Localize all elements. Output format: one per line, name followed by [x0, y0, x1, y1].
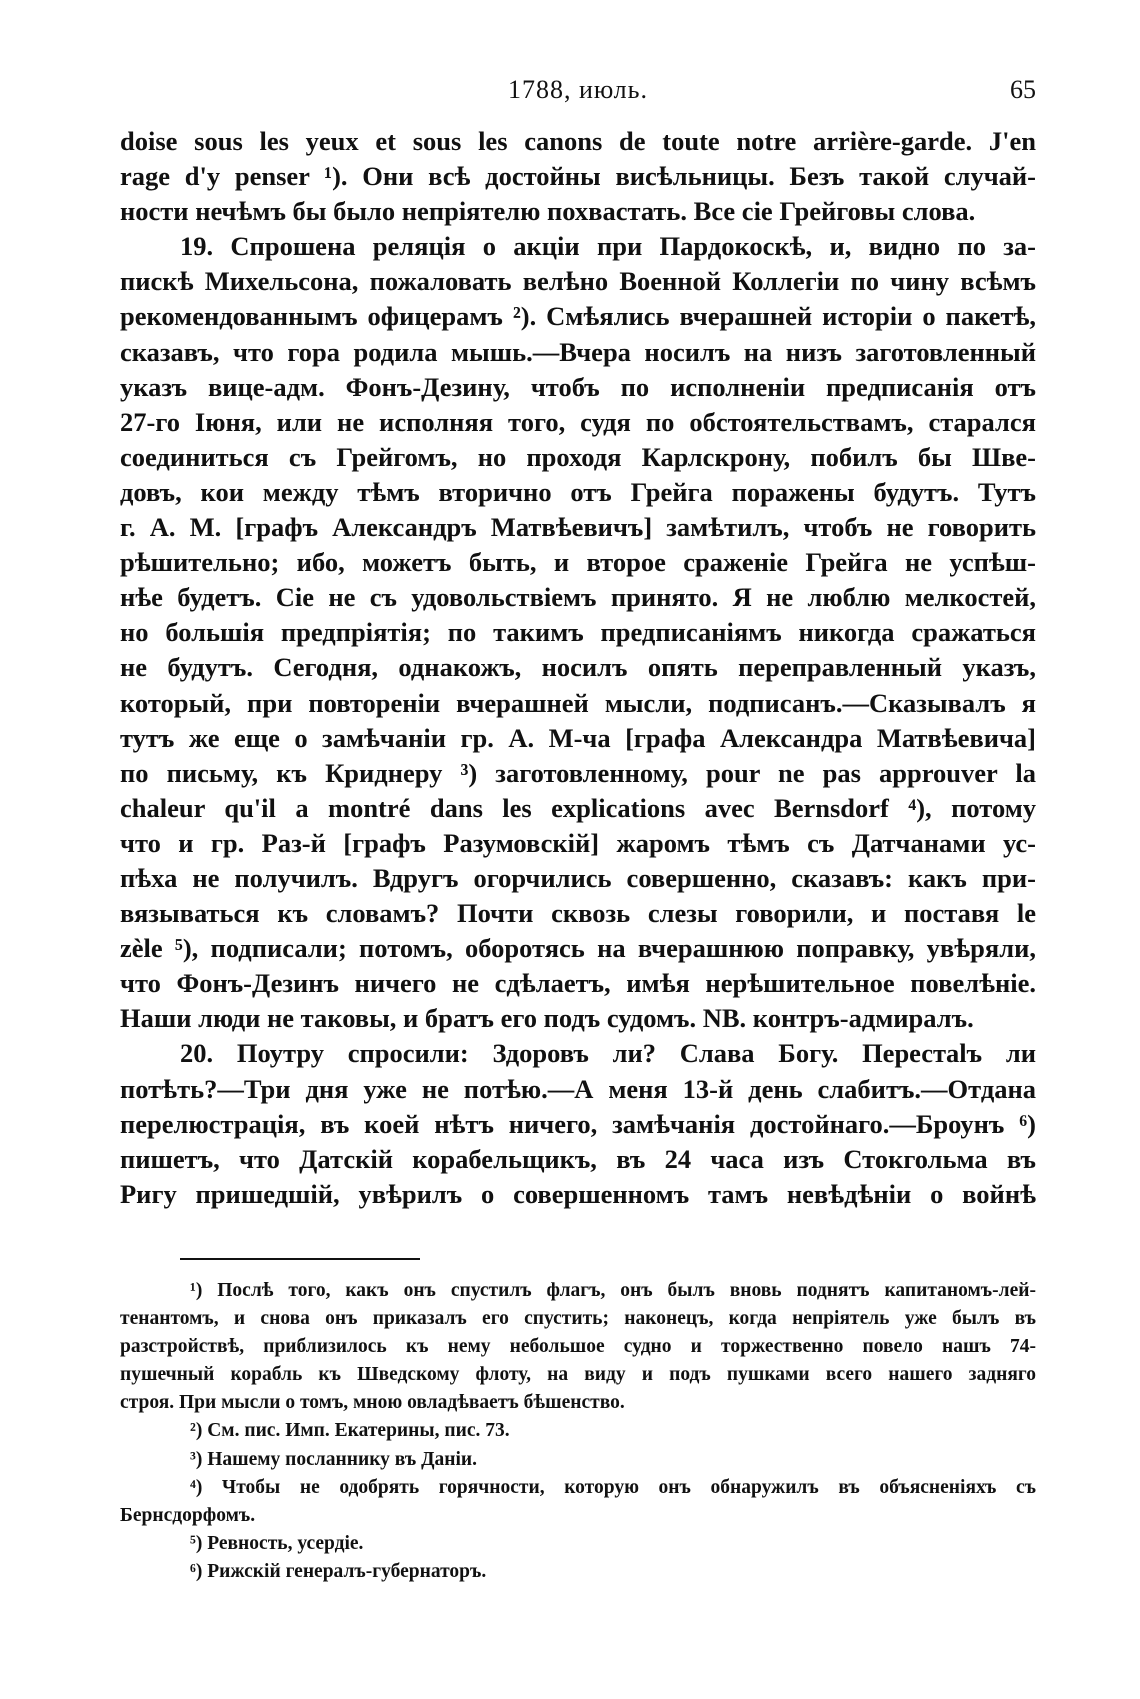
text-line: 20. Поутру спросили: Здоровъ ли? Слава Богу. Перестalъ ли — [180, 1038, 1036, 1069]
text-line: ности нечѣмъ бы было непріятелю похвастать. Все сіе Грейговы слова. — [120, 196, 976, 227]
footnotes — [120, 1277, 1036, 1586]
text-line: сказавъ, что гора родила мышь.—Вчера носилъ на низъ заготовленный — [120, 336, 1036, 367]
running-title: 1788, июль. — [507, 75, 649, 104]
text-line: довъ, кои между тѣмъ вторично отъ Грейга поражены будутъ. Тутъ — [120, 476, 1036, 507]
text-line: что и гр. Раз-й [графъ Разумовскій] жаромъ тѣмъ съ Датчанами ус- — [120, 827, 1036, 858]
footnote-line: пушечный корабль къ Шведскому флоту, на виду и подъ пушками всего нашего задняго — [120, 1364, 1036, 1386]
footnote-divider — [180, 1258, 420, 1260]
text-line: пишетъ, что Датскій корабельщикъ, въ 24 часа изъ Стокгольма въ — [120, 1143, 1036, 1174]
footnote-line: Бернсдорфомъ. — [120, 1504, 256, 1526]
text-line: 27-го Іюня, или не исполняя того, судя по обстоятельствамъ, старался — [120, 406, 1036, 437]
running-head — [120, 75, 1036, 111]
page-number: 65 — [1010, 75, 1036, 104]
footnote-line: ⁶) Рижскій генералъ-губернаторъ. — [190, 1560, 487, 1582]
text-line: но большія предпріятія; по такимъ предписаніямъ никогда сражаться — [120, 617, 1036, 648]
footnote-line: строя. При мысли о томъ, мною овладѣваетъ бѣшенство. — [120, 1392, 625, 1414]
text-line: пискѣ Михельсона, пожаловать велѣно Военной Коллегіи по чину всѣмъ — [120, 266, 1036, 297]
text-line: рекомендованнымъ офицерамъ ²). Смѣялись вчерашней исторіи о пакетѣ, — [120, 301, 1036, 332]
footnote-line: разстройствѣ, приблизилось къ нему небольшое судно и торжественно повело нашъ 74- — [120, 1336, 1036, 1358]
text-line: chaleur qu'il a montré dans les explications avec Bernsdorf ⁴), потому — [120, 792, 1036, 823]
text-line: по письму, къ Криднеру ³) заготовленному, pour ne pas approuver la — [120, 757, 1036, 788]
footnote-line: ⁴) Чтобы не одобрять горячности, которую онъ обнаружилъ въ объясненіяхъ съ — [190, 1476, 1036, 1498]
footnote-line: тенантомъ, и снова онъ приказалъ его спустить; наконецъ, когда непріятель уже былъ въ — [120, 1308, 1036, 1330]
text-line: указъ вице-адм. Фонъ-Дезину, чтобъ по исполненіи предписанія отъ — [120, 371, 1036, 402]
footnote-line: ²) См. пис. Имп. Екатерины, пис. 73. — [190, 1420, 510, 1442]
text-line: соединиться съ Грейгомъ, но проходя Карлскрону, побилъ бы Шве- — [120, 441, 1036, 472]
text-line: что Фонъ-Дезинъ ничего не сдѣлаетъ, имѣя нерѣшительное повелѣніе. — [120, 968, 1036, 999]
text-line: тутъ же еще о замѣчаніи гр. А. М-ча [графа Александра Матвѣевича] — [120, 722, 1036, 753]
text-line: пѣха не получилъ. Вдругъ огорчились совершенно, сказавъ: какъ при- — [120, 862, 1036, 893]
text-line: zèle ⁵), подписали; потомъ, оборотясь на вчерашнюю поправку, увѣряли, — [120, 933, 1036, 964]
text-line: потѣть?—Три дня уже не потѣю.—А меня 13-й день слабитъ.—Отдана — [120, 1073, 1036, 1104]
text-line: 19. Спрошена реляція о акціи при Пардокоскѣ, и, видно по за- — [180, 231, 1036, 262]
text-line: который, при повтореніи вчерашней мысли, подписанъ.—Сказывалъ я — [120, 687, 1036, 718]
text-line: rage d'y penser ¹). Они всѣ достойны висѣльницы. Безъ такой случай- — [120, 161, 1036, 192]
footnote-line: ¹) Послѣ того, какъ онъ спустилъ флагъ, онъ былъ вновь поднятъ капитаномъ-лей- — [190, 1280, 1036, 1301]
text-line: рѣшительно; ибо, можетъ быть, и второе сраженіе Грейга не успѣш- — [120, 547, 1036, 578]
text-line: нѣе будетъ. Сіе не съ удовольствіемъ принято. Я не люблю мелкостей, — [120, 582, 1036, 613]
body-text — [120, 124, 1036, 1212]
text-line: Ригу пришедшій, увѣрилъ о совершенномъ тамъ невѣдѣніи о войнѣ — [120, 1178, 1036, 1209]
text-line: не будутъ. Сегодня, однакожъ, носилъ опять переправленный указъ, — [120, 652, 1036, 683]
footnote-line: ³) Нашему посланнику въ Даніи. — [190, 1448, 477, 1470]
text-line: Наши люди не таковы, и братъ его подъ судомъ. NB. контръ-адмиралъ. — [120, 1003, 974, 1034]
text-line: вязываться къ словамъ? Почти сквозь слезы говорили, и поставя le — [120, 898, 1036, 929]
text-line: перелюстрація, въ коей нѣтъ ничего, замѣчанія достойнаго.—Броунъ ⁶) — [120, 1108, 1036, 1139]
footnote-line: ⁵) Ревность, усердіе. — [190, 1532, 364, 1554]
text-line: г. А. М. [графъ Александръ Матвѣевичъ] замѣтилъ, чтобъ не говорить — [120, 512, 1036, 543]
text-line: doise sous les yeux et sous les canons de toute notre arrière-garde. J'en — [120, 126, 1036, 156]
